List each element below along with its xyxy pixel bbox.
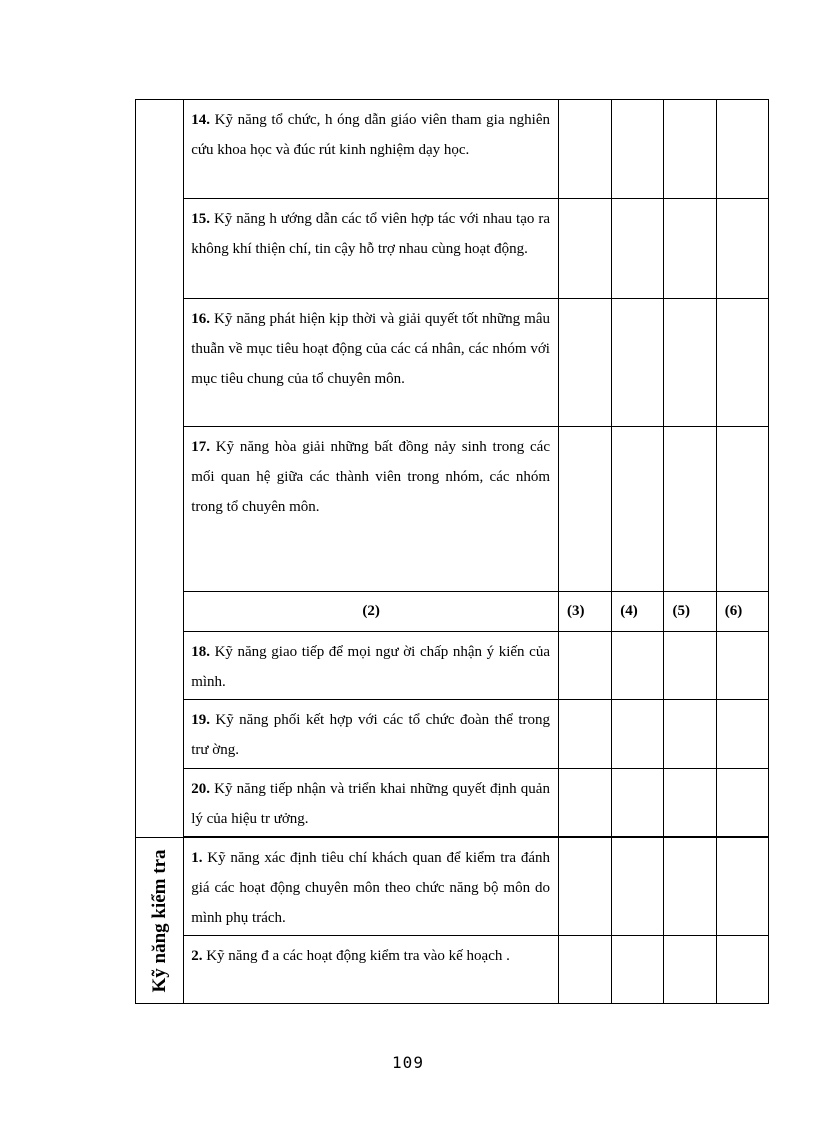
table-row xyxy=(136,100,769,199)
table-row xyxy=(136,769,769,837)
item-text: Kỹ năng phát hiện kịp thời và giải quyết tốt những mâu thuẫn về mục tiêu hoạt động của các cá nhân, các nhóm với mục tiêu chung của tổ chuyên môn. xyxy=(191,311,550,387)
item-text: Kỹ năng hòa giải những bất đồng nảy sinh trong các mối quan hệ giữa các thành viên trong nhóm, các nhóm trong tổ chuyên môn. xyxy=(191,439,550,515)
item-number: 15. xyxy=(191,211,210,227)
rating-cell xyxy=(664,632,716,700)
rating-cell xyxy=(612,299,664,427)
rating-cell xyxy=(716,632,768,700)
rating-cell xyxy=(558,299,611,427)
column-header: (3) xyxy=(558,592,611,632)
item-text: Kỹ năng đ a các hoạt động kiểm tra vào kế hoạch . xyxy=(202,948,510,964)
group-cell-empty xyxy=(136,100,184,838)
rating-cell xyxy=(664,936,716,1004)
rating-cell xyxy=(612,427,664,592)
rating-cell xyxy=(664,838,716,936)
rating-cell xyxy=(558,769,611,837)
item-number: 17. xyxy=(191,439,210,455)
rating-cell xyxy=(716,100,768,199)
rating-cell xyxy=(716,700,768,769)
rating-cell xyxy=(716,427,768,592)
page-number: 109 xyxy=(392,1053,424,1072)
group-label: Kỹ năng kiểm tra xyxy=(148,848,170,993)
table-row xyxy=(136,936,769,1004)
item-text: Kỹ năng tổ chức, h óng dẫn giáo viên tham gia nghiên cứu khoa học và đúc rút kinh nghiệm dạy học. xyxy=(191,112,550,158)
rating-cell xyxy=(716,769,768,837)
rating-cell xyxy=(612,100,664,199)
rating-cell xyxy=(558,632,611,700)
table-row xyxy=(136,299,769,427)
table-row xyxy=(136,199,769,299)
rating-cell xyxy=(558,838,611,936)
item-cell xyxy=(184,936,559,1004)
rating-cell xyxy=(664,700,716,769)
rating-cell xyxy=(612,700,664,769)
table-row xyxy=(136,838,769,936)
rating-cell xyxy=(664,769,716,837)
rating-cell xyxy=(716,838,768,936)
survey-table xyxy=(135,99,769,1004)
rating-cell xyxy=(612,632,664,700)
item-text: Kỹ năng phối kết hợp với các tổ chức đoàn thể trong trư ờng. xyxy=(191,712,550,758)
rating-cell xyxy=(716,199,768,299)
item-cell xyxy=(184,700,559,769)
item-number: 2. xyxy=(191,948,203,964)
item-cell xyxy=(184,769,559,837)
item-cell xyxy=(184,199,559,299)
column-header-row xyxy=(136,592,769,632)
column-header: (2) xyxy=(184,592,559,632)
rating-cell xyxy=(612,936,664,1004)
column-header: (4) xyxy=(612,592,664,632)
rating-cell xyxy=(612,838,664,936)
rating-cell xyxy=(664,299,716,427)
column-header: (5) xyxy=(664,592,716,632)
item-cell xyxy=(184,427,559,592)
rating-cell xyxy=(612,769,664,837)
rating-cell xyxy=(716,936,768,1004)
item-cell xyxy=(184,100,559,199)
item-text: Kỹ năng xác định tiêu chí khách quan để kiểm tra đánh giá các hoạt động chuyên môn theo chức năng bộ môn do mình phụ trách. xyxy=(191,850,550,926)
item-number: 19. xyxy=(191,712,210,728)
rating-cell xyxy=(558,427,611,592)
rating-cell xyxy=(612,199,664,299)
item-cell xyxy=(184,299,559,427)
item-number: 18. xyxy=(191,644,210,660)
rating-cell xyxy=(558,936,611,1004)
item-number: 16. xyxy=(191,311,210,327)
rating-cell xyxy=(558,100,611,199)
group-label-cell xyxy=(136,838,184,1004)
item-cell xyxy=(184,838,559,936)
item-text: Kỹ năng tiếp nhận và triển khai những quyết định quản lý của hiệu tr ưởng. xyxy=(191,781,550,827)
rating-cell xyxy=(558,199,611,299)
item-number: 14. xyxy=(191,112,210,128)
item-cell xyxy=(184,632,559,700)
item-text: Kỹ năng giao tiếp để mọi ngư ời chấp nhận ý kiến của mình. xyxy=(191,644,550,690)
rating-cell xyxy=(716,299,768,427)
table-row xyxy=(136,427,769,592)
table-row xyxy=(136,632,769,700)
rating-cell xyxy=(664,199,716,299)
rating-cell xyxy=(558,700,611,769)
table-row xyxy=(136,700,769,769)
rating-cell xyxy=(664,427,716,592)
item-number: 20. xyxy=(191,781,210,797)
rating-cell xyxy=(664,100,716,199)
item-text: Kỹ năng h ướng dẫn các tổ viên hợp tác với nhau tạo ra không khí thiện chí, tin cậy hỗ trợ nhau cùng hoạt động. xyxy=(191,211,550,257)
item-number: 1. xyxy=(191,850,203,866)
column-header: (6) xyxy=(716,592,768,632)
